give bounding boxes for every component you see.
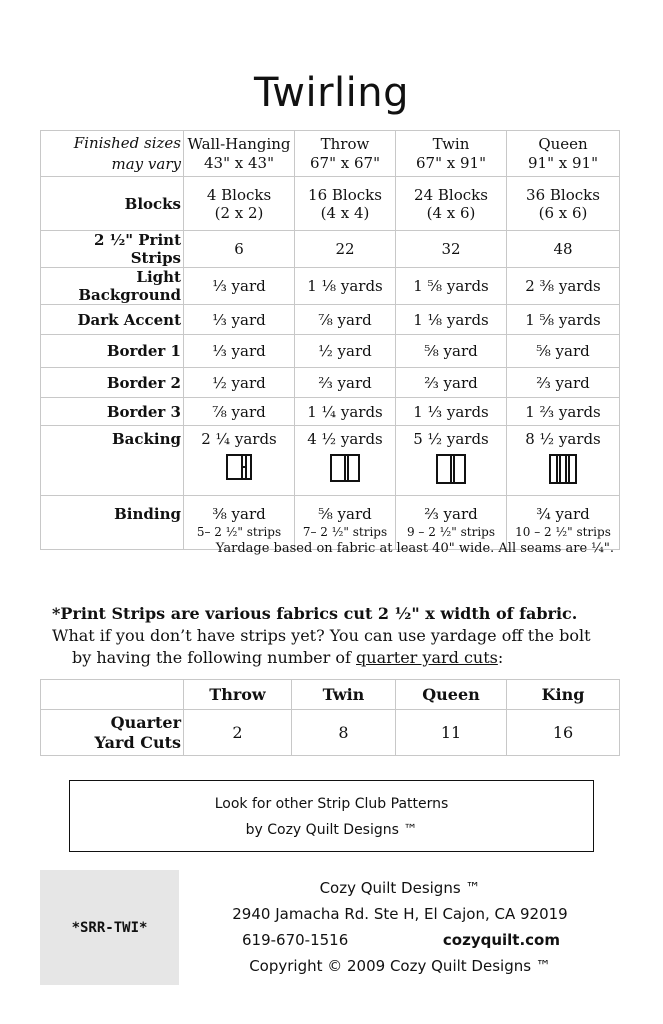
company-website[interactable]: cozyquilt.com bbox=[442, 931, 560, 949]
copyright: Copyright © 2009 Cozy Quilt Designs ™ bbox=[249, 957, 551, 975]
backing-diagram-icon bbox=[330, 454, 360, 482]
row-border-2: Border 2 ½ yard ⅔ yard ⅔ yard ⅔ yard bbox=[41, 368, 620, 398]
qtr-header-twin: Twin bbox=[292, 680, 396, 710]
print-strips-note: *Print Strips are various fabrics cut 2 ½" x width of fabric. What if you don’t have strips yet? You can use yardage off the bolt by having the following number of quarter yard cuts: bbox=[52, 604, 591, 667]
row-border-3: Border 3 ⅞ yard 1 ¼ yards 1 ⅓ yards 1 ⅔ yards bbox=[41, 398, 620, 426]
row-binding: Binding ⅜ yard 5– 2 ½" strips ⅝ yard 7– 2 ½" strips ⅔ yard 9 – 2 ½" strips ¾ yard 10 – 2 ½" strips bbox=[41, 496, 620, 550]
page-title: Twirling bbox=[253, 70, 410, 116]
qtr-header-throw: Throw bbox=[184, 680, 292, 710]
yardage-table bbox=[40, 130, 620, 550]
row-print-strips: 2 ½" Print Strips 6 22 32 48 bbox=[41, 231, 620, 268]
strip-club-promo: Look for other Strip Club Patterns by Cozy Quilt Designs ™ bbox=[69, 780, 594, 852]
col-header-wall-hanging: Wall-Hanging 43" x 43" bbox=[184, 131, 295, 177]
row-border-1: Border 1 ⅓ yard ½ yard ⅝ yard ⅝ yard bbox=[41, 335, 620, 368]
company-phone: 619-670-1516 bbox=[242, 931, 349, 949]
col-header-throw: Throw 67" x 67" bbox=[295, 131, 396, 177]
company-name: Cozy Quilt Designs ™ bbox=[319, 879, 481, 897]
qtr-header-queen: Queen bbox=[396, 680, 507, 710]
row-backing: Backing 2 ¼ yards 4 ½ yards 5 ½ yards 8 ½ yards bbox=[41, 426, 620, 496]
col-header-twin: Twin 67" x 91" bbox=[396, 131, 507, 177]
col-header-queen: Queen 91" x 91" bbox=[507, 131, 620, 177]
company-info bbox=[230, 875, 570, 979]
backing-diagram-icon bbox=[436, 454, 466, 484]
backing-diagram-icon bbox=[549, 454, 577, 484]
row-dark-accent: Dark Accent ⅓ yard ⅞ yard 1 ⅛ yards 1 ⅝ yards bbox=[41, 305, 620, 335]
row-light-background: Light Background ⅓ yard 1 ⅛ yards 1 ⅝ yards 2 ⅜ yards bbox=[41, 268, 620, 305]
backing-diagram-icon bbox=[226, 454, 252, 480]
row-blocks: Blocks 4 Blocks (2 x 2) 16 Blocks (4 x 4) 24 Blocks (4 x 6) 36 Blocks (6 x 6) bbox=[41, 177, 620, 231]
yardage-note: Yardage based on fabric at least 40" wide. All seams are ¼". bbox=[215, 541, 614, 556]
qtr-row-label: Quarter Yard Cuts bbox=[41, 710, 184, 756]
qtr-header-king: King bbox=[507, 680, 620, 710]
company-address: 2940 Jamacha Rd. Ste H, El Cajon, CA 92019 bbox=[232, 905, 568, 923]
quarter-yard-table: Throw Twin Queen King Quarter Yard Cuts 2 8 11 16 bbox=[40, 679, 620, 756]
pattern-code: *SRR-TWI* bbox=[40, 870, 179, 985]
finished-sizes-note: Finished sizes may vary bbox=[41, 131, 184, 177]
